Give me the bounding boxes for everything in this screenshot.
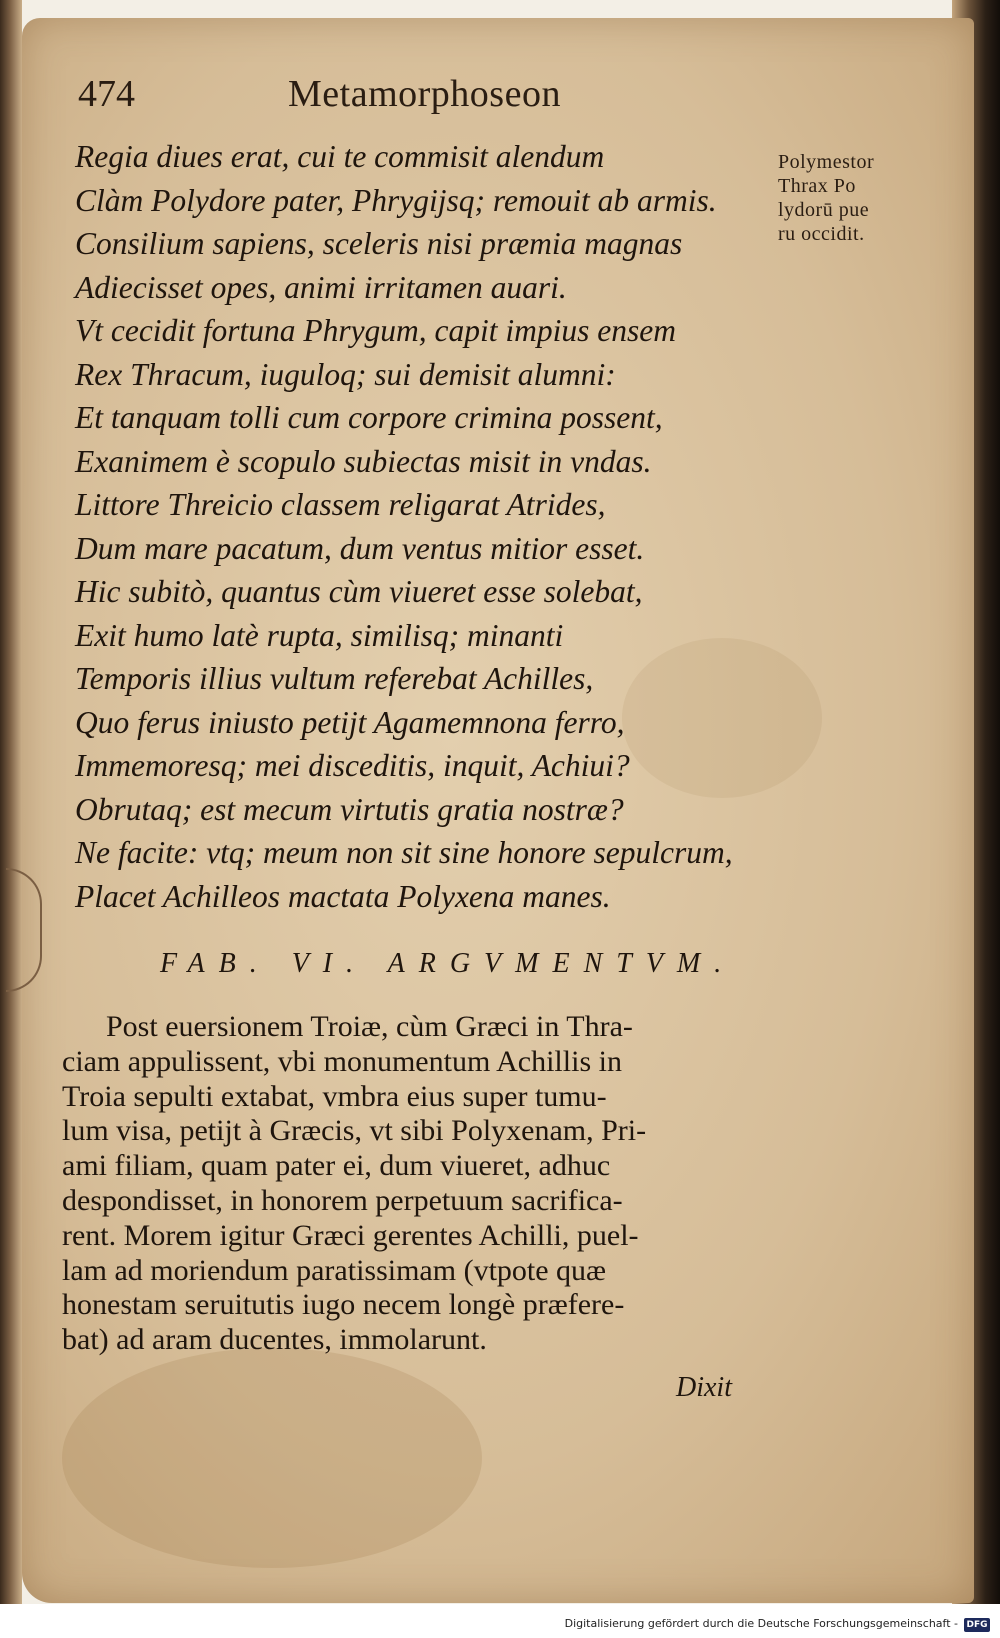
argument-paragraph (62, 1010, 772, 1358)
verse-line: Rex Thracum, iuguloq; sui demisit alumni: (75, 356, 616, 392)
argument-line: rent. Morem igitur Græci gerentes Achilli, puel- (62, 1218, 639, 1252)
marginal-note (778, 150, 918, 246)
argument-line: bat) ad aram ducentes, immolarunt. (62, 1323, 487, 1357)
argument-line: ami filiam, quam pater ei, dum viueret, adhuc (62, 1149, 611, 1183)
verse-line: Temporis illius vultum referebat Achilles, (75, 661, 594, 696)
argument-line: lam ad moriendum paratissimam (vtpote quæ (62, 1253, 607, 1287)
verse-line: Hic subitò, quantus cùm viueret esse solebat, (75, 574, 643, 609)
verse-line: Ne facite: vtq; meum non sit sine honore sepulcrum, (75, 835, 733, 870)
verse-line: Consilium sapiens, sceleris nisi præmia magnas (75, 226, 683, 261)
verse-block (75, 135, 775, 918)
argument-line: honestam seruitutis iugo necem longè præfere- (62, 1288, 625, 1322)
footer-bar (0, 1604, 1000, 1638)
catchword: Dixit (676, 1372, 732, 1403)
running-title: Metamorphoseon (288, 73, 561, 115)
page-tab-mark (6, 868, 42, 992)
page-number: 474 (78, 73, 135, 115)
argument-line: despondisset, in honorem perpetuum sacrifica- (62, 1183, 623, 1217)
verse-line: Regia diues erat, cui te commisit alendum (75, 139, 605, 174)
section-heading: FAB. VI. ARGVMENTVM. (160, 948, 736, 979)
verse-line: Exanimem è scopulo subiectas misit in vndas. (75, 443, 652, 479)
marginal-note-line: Polymestor (778, 151, 875, 173)
marginal-note-line: ru occidit. (778, 223, 865, 245)
verse-line: Immemoresq; mei disceditis, inquit, Achiui? (75, 748, 630, 783)
book-spine-left (0, 0, 22, 1638)
verse-line: Obrutaq; est mecum virtutis gratia nostræ? (75, 791, 624, 827)
argument-line: ciam appulissent, vbi monumentum Achillis in (62, 1044, 622, 1078)
marginal-note-line: lydorū pue (778, 199, 870, 221)
water-stain (62, 1348, 482, 1568)
verse-line: Et tanquam tolli cum corpore crimina possent, (75, 400, 663, 435)
page-header (78, 72, 758, 122)
funding-credit: Digitalisierung gefördert durch die Deutsche Forschungsgemeinschaft - (564, 1617, 958, 1630)
verse-line: Littore Threicio classem religarat Atrides, (75, 487, 606, 522)
argument-line: lum visa, petijt à Græcis, vt sibi Polyxenam, Pri- (62, 1114, 647, 1148)
verse-line: Placet Achilleos mactata Polyxena manes. (75, 878, 611, 914)
argument-line: Post euersionem Troiæ, cùm Græci in Thra- (106, 1010, 633, 1043)
verse-line: Adiecisset opes, animi irritamen auari. (75, 269, 567, 305)
argument-line: Troia sepulti extabat, vmbra eius super tumu- (62, 1079, 607, 1113)
verse-line: Vt cecidit fortuna Phrygum, capit impius ensem (75, 313, 677, 348)
marginal-note-line: Thrax Po (778, 175, 856, 197)
verse-line: Quo ferus iniusto petijt Agamemnona ferro, (75, 704, 625, 740)
dfg-logo-icon: DFG (964, 1618, 990, 1632)
verse-line: Dum mare pacatum, dum ventus mitior esset. (75, 530, 645, 566)
verse-line: Clàm Polydore pater, Phrygijsq; remouit ab armis. (75, 182, 717, 218)
verse-line: Exit humo latè rupta, similisq; minanti (75, 617, 564, 653)
